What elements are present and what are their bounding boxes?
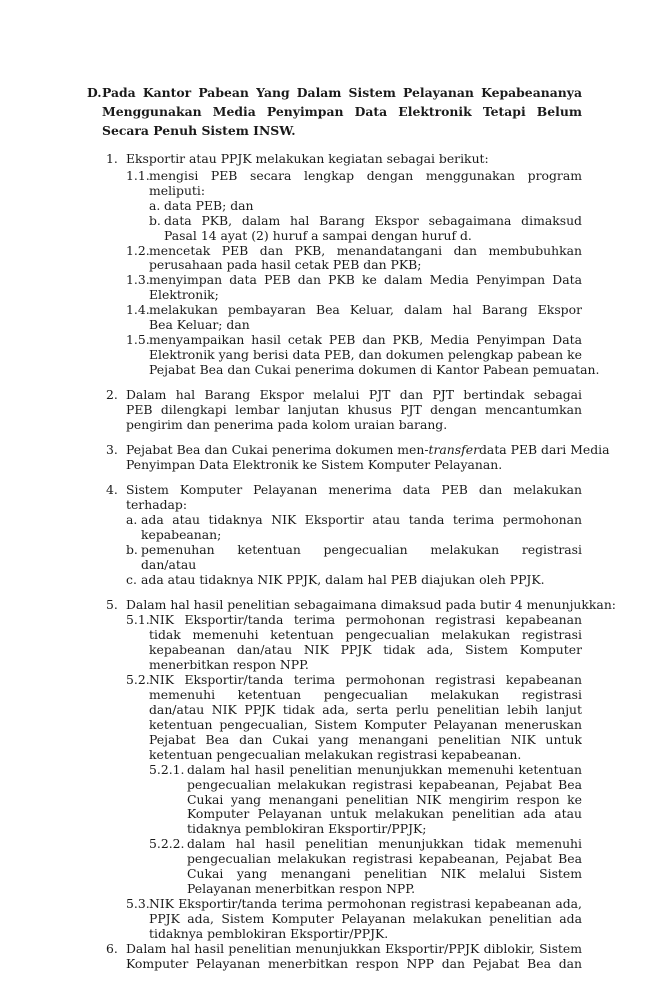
item-6-number: 6. <box>106 940 118 956</box>
item-4-a-line-1: ada atau tidaknya NIK Eksportir atau tanda terima permohonan <box>141 513 582 528</box>
item-5-3-line-3: tidaknya pemblokiran Eksportir/PPJK. <box>149 926 389 941</box>
item-1-5-line-1: menyampaikan hasil cetak PEB dan PKB, Media Penyimpan Data <box>149 333 582 348</box>
item-5-2-2-line-4: Pelayanan menerbitkan respon NPP. <box>187 881 416 897</box>
item-2-number: 2. <box>106 387 118 403</box>
item-4-b-line-2: dan/atau <box>141 557 197 573</box>
item-4-b-mark: b. <box>126 542 138 558</box>
item-5-1-line-4: menerbitkan respon NPP. <box>149 657 309 673</box>
section-heading-line-3: Secara Penuh Sistem INSW. <box>102 123 296 138</box>
item-5-3-number: 5.3. <box>126 896 150 912</box>
item-4-c-mark: c. <box>126 572 137 588</box>
item-1-number: 1. <box>106 151 118 166</box>
item-5-1-number: 5.1. <box>126 612 150 628</box>
item-1-3-number: 1.3. <box>126 272 150 288</box>
item-5-2-1-line-5: tidaknya pemblokiran Eksportir/PPJK; <box>187 821 427 837</box>
item-5-2-1-number: 5.2.1. <box>149 761 185 777</box>
item-6-line-1: Dalam hal hasil penelitian menunjukkan Eksportir/PPJK diblokir, Sistem <box>126 941 582 956</box>
item-5-2-2-line-1: dalam hal hasil penelitian menunjukkan tidak memenuhi <box>187 837 582 852</box>
item-5-1-line-2: tidak memenuhi ketentuan pengecualian melakukan registrasi <box>149 628 582 643</box>
item-1-4-line-1: melakukan pembayaran Bea Keluar, dalam hal Barang Ekspor <box>149 303 582 318</box>
item-1-2-line-1: mencetak PEB dan PKB, menandatangani dan membubuhkan <box>149 243 582 258</box>
item-5-2-line-2: memenuhi ketentuan pengecualian melakukan registrasi <box>149 687 582 702</box>
item-4-number: 4. <box>106 482 118 498</box>
item-1-1-a-text: data PEB; dan <box>164 197 254 213</box>
item-1-5-number: 1.5. <box>126 332 150 348</box>
item-5-number: 5. <box>106 597 118 613</box>
item-5-2-1-line-4: Komputer Pelayanan untuk melakukan penelitian ada atau <box>187 807 582 822</box>
item-1-1-b-line-2: Pasal 14 ayat (2) huruf a sampai dengan huruf d. <box>164 227 472 243</box>
item-4-c-text: ada atau tidaknya NIK PPJK, dalam hal PEB diajukan oleh PPJK. <box>141 572 545 588</box>
item-5-2-line-6: ketentuan pengecualian melakukan registrasi kepabeanan. <box>149 746 522 762</box>
item-2-line-3: pengirim dan penerima pada kolom uraian barang. <box>126 417 448 433</box>
item-5-3-line-1: NIK Eksportir/tanda terima permohonan registrasi kepabeanan ada, <box>149 897 582 912</box>
item-1-4-number: 1.4. <box>126 302 150 318</box>
item-5-2-number: 5.2. <box>126 672 150 688</box>
item-4-a-line-2: kepabeanan; <box>141 527 222 543</box>
item-6-line-2: Komputer Pelayanan menerbitkan respon NPP dan Pejabat Bea dan <box>126 956 582 971</box>
item-1-text: Eksportir atau PPJK melakukan kegiatan sebagai berikut: <box>126 151 489 166</box>
section-heading-line-2: Menggunakan Media Penyimpan Data Elektronik Tetapi Belum <box>102 105 582 119</box>
item-5-2-2-line-3: Cukai yang menangani penelitian NIK melalui Sistem <box>187 867 582 882</box>
item-1-2-number: 1.2. <box>126 242 150 258</box>
item-5-2-line-5: Pejabat Bea dan Cukai yang menangani penelitian NIK untuk <box>149 732 582 747</box>
transfer-term: transfer <box>428 442 479 458</box>
item-5-text: Dalam hal hasil penelitian sebagaimana dimaksud pada butir 4 menunjukkan: <box>126 597 616 613</box>
item-5-2-line-4: ketentuan pengecualian, Sistem Komputer Pelayanan meneruskan <box>149 717 582 732</box>
item-3-line-1-start: Pejabat Bea dan Cukai penerima dokumen men-transfer <box>126 442 479 458</box>
item-1-3-line-2: Elektronik; <box>149 287 219 303</box>
item-1-5-line-2: Elektronik yang berisi data PEB, dan dokumen pelengkap pabean ke <box>149 348 582 363</box>
item-3-line-1-end: data PEB dari Media <box>479 442 610 458</box>
item-5-2-2-number: 5.2.2. <box>149 836 185 852</box>
item-4-line-2: terhadap: <box>126 497 188 513</box>
item-1-1-number: 1.1. <box>126 167 150 183</box>
item-1-2-line-2: perusahaan pada hasil cetak PEB dan PKB; <box>149 257 422 273</box>
item-5-1-line-3: kepabeanan dan/atau NIK PPJK tidak ada, Sistem Komputer <box>149 643 582 658</box>
item-1-1-a-mark: a. <box>149 197 161 213</box>
item-1-1-line-2: meliputi: <box>149 182 206 198</box>
item-5-2-2-line-2: pengecualian melakukan registrasi kepabeanan, Pejabat Bea <box>187 852 582 867</box>
item-5-2-1-line-2: pengecualian melakukan registrasi kepabeanan, Pejabat Bea <box>187 777 582 792</box>
item-5-2-line-3: dan/atau NIK PPJK tidak ada, serta perlu penelitian lebih lanjut <box>149 702 582 717</box>
item-3-line-1 <box>126 442 610 458</box>
item-1-4-line-2: Bea Keluar; dan <box>149 317 250 333</box>
item-4-a-mark: a. <box>126 512 138 528</box>
section-marker: D. <box>87 85 102 100</box>
item-5-1-line-1: NIK Eksportir/tanda terima permohonan registrasi kepabeanan <box>149 613 582 628</box>
item-5-2-1-line-3: Cukai yang menangani penelitian NIK mengirim respon ke <box>187 792 582 807</box>
item-4-b-line-1: pemenuhan ketentuan pengecualian melakukan registrasi <box>141 543 582 558</box>
item-4-line-1: Sistem Komputer Pelayanan menerima data PEB dan melakukan <box>126 483 582 498</box>
item-1-1-b-line-1: data PKB, dalam hal Barang Ekspor sebagaimana dimaksud <box>164 213 582 228</box>
item-1-5-line-3: Pejabat Bea dan Cukai penerima dokumen di Kantor Pabean pemuatan. <box>149 362 600 378</box>
item-2-line-2: PEB dilengkapi lembar lanjutan khusus PJT dengan mencantumkan <box>126 403 582 418</box>
section-heading-line-1: Pada Kantor Pabean Yang Dalam Sistem Pelayanan Kepabeananya <box>102 86 582 100</box>
item-5-3-line-2: PPJK ada, Sistem Komputer Pelayanan melakukan penelitian ada <box>149 912 582 927</box>
item-1-1-b-mark: b. <box>149 212 161 228</box>
item-3-line-2: Penyimpan Data Elektronik ke Sistem Komputer Pelayanan. <box>126 457 503 473</box>
item-5-2-line-1: NIK Eksportir/tanda terima permohonan registrasi kepabeanan <box>149 673 582 688</box>
item-1-3-line-1: menyimpan data PEB dan PKB ke dalam Media Penyimpan Data <box>149 273 582 288</box>
item-3-number: 3. <box>106 442 118 458</box>
item-1-1-line-1: mengisi PEB secara lengkap dengan menggunakan program <box>149 168 582 183</box>
item-2-line-1: Dalam hal Barang Ekspor melalui PJT dan PJT bertindak sebagai <box>126 388 582 403</box>
item-5-2-1-line-1: dalam hal hasil penelitian menunjukkan memenuhi ketentuan <box>187 762 582 777</box>
